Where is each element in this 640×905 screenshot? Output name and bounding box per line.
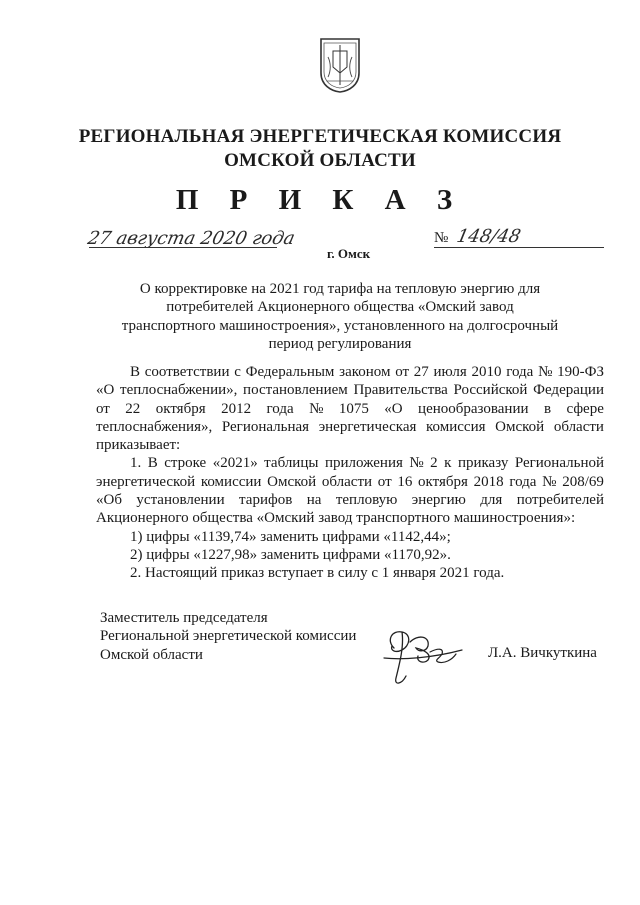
word: постановлением <box>243 382 348 399</box>
word: Российской <box>453 382 528 399</box>
word: 208/69 <box>562 473 604 490</box>
word: «О <box>384 400 403 417</box>
word: № <box>409 455 424 472</box>
word: теплоснабжении», <box>120 382 238 399</box>
number-underline <box>434 247 604 248</box>
city-label: г. Омск <box>327 246 371 261</box>
word: № <box>538 364 553 380</box>
organization-name-line-2: ОМСКОЙ ОБЛАСТИ <box>224 150 416 171</box>
word: к <box>444 455 452 472</box>
word: тепловую <box>335 492 398 509</box>
number-label: № <box>434 230 449 246</box>
word: на <box>306 492 322 509</box>
item-1-subitem-1: 1) цифры «1139,74» заменить цифрами «1142,44»; <box>130 528 451 545</box>
signatory-name: Л.А. Вичкуткина <box>488 645 597 661</box>
word: от <box>377 473 392 490</box>
word: «О <box>96 382 115 399</box>
word: Омской <box>495 418 545 435</box>
word: установлении <box>136 492 225 509</box>
word: для <box>480 492 503 509</box>
organization-name-line-1: РЕГИОНАЛЬНАЯ ЭНЕРГЕТИЧЕСКАЯ КОМИССИЯ <box>78 126 562 147</box>
word: Омской <box>267 473 317 490</box>
handwritten-signature-icon <box>372 620 472 690</box>
word: 1075 <box>338 400 369 417</box>
subject-line: потребителей Акционерного общества «Омский завод <box>166 299 514 316</box>
word: «Об <box>96 492 122 509</box>
subject-line: транспортного машиностроения», установленного на долгосрочный <box>121 317 559 334</box>
signatory-title-line: Омской области <box>100 646 203 663</box>
word: года <box>506 364 534 380</box>
word: от <box>395 364 410 380</box>
word: В <box>147 455 158 472</box>
word: 22 <box>125 400 141 417</box>
word: законом <box>339 364 391 380</box>
handwritten-number: 148/48 <box>454 226 523 247</box>
word: таблицы <box>264 455 319 472</box>
handwritten-date: 27 августа 2020 года <box>85 228 297 249</box>
word: «2021» <box>212 455 258 472</box>
word: Региональной <box>514 455 604 472</box>
word: энергетическая <box>318 418 417 435</box>
word: года <box>266 400 294 417</box>
item-1-line-1 <box>96 454 604 472</box>
item-1-line-3 <box>96 491 604 509</box>
word: комиссии <box>200 473 262 490</box>
word: области <box>321 473 373 490</box>
word: В <box>130 364 141 380</box>
word: энергетической <box>96 473 196 490</box>
word: июля <box>433 364 467 380</box>
date-underline <box>89 247 277 248</box>
word: строке <box>164 455 207 472</box>
word: комиссия <box>426 418 486 435</box>
word: 27 <box>413 364 429 380</box>
item-2: 2. Настоящий приказ вступает в силу с 1 января 2021 года. <box>130 565 505 582</box>
order-subject <box>120 280 560 353</box>
word: области <box>553 418 604 435</box>
word: тарифов <box>239 492 293 509</box>
signatory-title-line: Заместитель председателя <box>100 610 268 626</box>
word: 2 <box>430 455 438 472</box>
word: октября <box>155 400 206 417</box>
word: приложения <box>324 455 403 472</box>
order-body <box>96 363 604 583</box>
word: от <box>96 400 110 417</box>
word: 2012 <box>221 400 252 417</box>
document-type-title: П Р И К А З <box>175 184 465 216</box>
preamble-line-4 <box>96 418 604 436</box>
word: соответствии <box>144 364 230 380</box>
word: № <box>542 473 557 490</box>
word: Федерации <box>533 382 604 399</box>
word: с <box>234 364 241 380</box>
word: года <box>509 473 537 490</box>
subject-line: период регулирования <box>268 335 412 352</box>
word: 190-ФЗ <box>557 364 604 380</box>
word: № <box>309 400 324 417</box>
word: приказу <box>457 455 509 472</box>
item-1-line-4: Акционерного общества «Омский завод транспортного машиностроения»: <box>96 510 576 527</box>
word: октября <box>418 473 468 490</box>
word: в <box>543 400 552 417</box>
item-1-subitem-2: 2) цифры «1227,98» заменить цифрами «1170,92». <box>130 546 451 563</box>
word: Региональная <box>221 418 310 435</box>
preamble-line-2 <box>96 381 604 399</box>
subject-line: О корректировке на 2021 год тарифа на тепловую энергию для <box>139 281 541 297</box>
word: 1. <box>130 455 142 472</box>
preamble-line-1 <box>96 363 604 381</box>
word: ценообразовании <box>418 400 529 417</box>
preamble-line-3 <box>96 400 604 418</box>
word: 2010 <box>471 364 502 380</box>
word: Федеральным <box>245 364 335 380</box>
word: теплоснабжения», <box>96 418 213 435</box>
omsk-coat-of-arms-icon <box>319 37 361 93</box>
word: Правительства <box>353 382 448 399</box>
preamble-line-5: приказывает: <box>96 437 181 454</box>
word: энергию <box>411 492 466 509</box>
word: 2018 <box>473 473 504 490</box>
word: 16 <box>397 473 413 490</box>
signatory-title-line: Региональной энергетической комиссии <box>100 628 357 645</box>
item-1-line-2 <box>96 473 604 491</box>
word: потребителей <box>516 492 604 509</box>
signatory-title <box>100 609 356 664</box>
word: сфере <box>566 400 604 417</box>
